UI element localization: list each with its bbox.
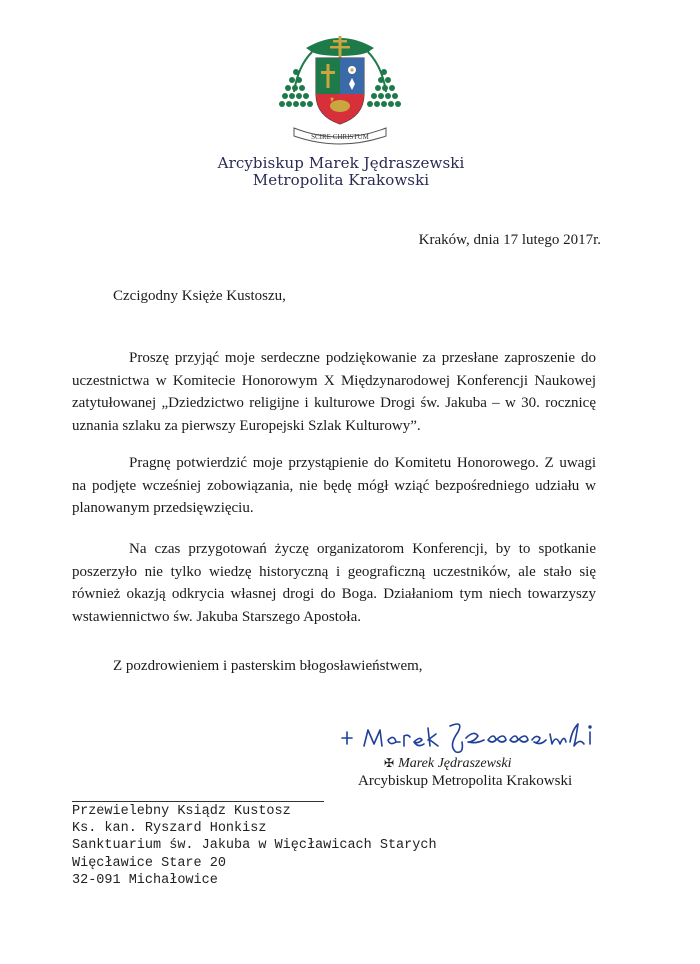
salutation: Czcigodny Księże Kustoszu, — [113, 288, 286, 304]
recipient-address — [72, 803, 437, 889]
letterhead — [0, 155, 682, 189]
address-line: Więcławice Stare 20 — [72, 855, 226, 871]
paragraph — [72, 347, 596, 437]
address-line: Przewielebny Ksiądz Kustosz — [72, 804, 291, 819]
signatory-name: Marek Jędraszewski — [398, 756, 512, 771]
address-divider — [72, 801, 324, 802]
motto-text: SCIRE CHRISTUM — [311, 133, 369, 141]
maltese-cross-icon: ✠ — [384, 756, 395, 770]
paragraph — [72, 538, 596, 628]
address-line: Sanktuarium św. Jakuba w Więcławicach Starych — [72, 838, 437, 854]
paragraph-text: Proszę przyjąć moje serdeczne podziękowanie za przesłane zaproszenie do uczestnictwa w Komitecie Honorowym X Międzynarodowej Konferencji Naukowej zatytułowanej „Dziedzictwo religijne i kulturowe Drogi św. Jakuba – w 30. rocznicę uznania szlaku za pierwszy Europejski Szlak Kulturowy”. — [72, 350, 596, 434]
signature-text: + Marek Jędraszewski — [338, 718, 347, 719]
closing-line: Z pozdrowieniem i pasterskim błogosławieństwem, — [113, 658, 423, 674]
letter-date: Kraków, dnia 17 lutego 2017r. — [418, 232, 601, 248]
address-line: Ks. kan. Ryszard Honkisz — [72, 821, 267, 837]
paragraph-text: Na czas przygotowań życzę organizatorom Konferencji, by to spotkanie poszerzyło nie tylko wiedzę historyczną i geograficzną uczestników, ale stało się również okazją odkrycia własnej drogi do Boga. Działaniom tym niech towarzyszy wstawiennictwo św. Jakuba Starszego Apostoła. — [72, 541, 596, 625]
paragraph — [72, 452, 596, 520]
signatory-title: Arcybiskup Metropolita Krakowski — [358, 773, 573, 789]
address-line: 32-091 Michałowice — [72, 872, 218, 888]
letterhead-name: Arcybiskup Marek Jędraszewski — [217, 154, 465, 172]
letterhead-title: Metropolita Krakowski — [252, 171, 430, 189]
paragraph-text: Pragnę potwierdzić moje przystąpienie do Komitetu Honorowego. Z uwagi na podjęte wcześniej zobowiązania, nie będę mógł wziąć bezpośredniego udziału w planowanym przedsięwzięciu. — [72, 455, 596, 516]
signatory-name-line — [384, 756, 511, 772]
coat-of-arms-icon — [276, 22, 404, 148]
handwritten-signature — [338, 718, 598, 758]
